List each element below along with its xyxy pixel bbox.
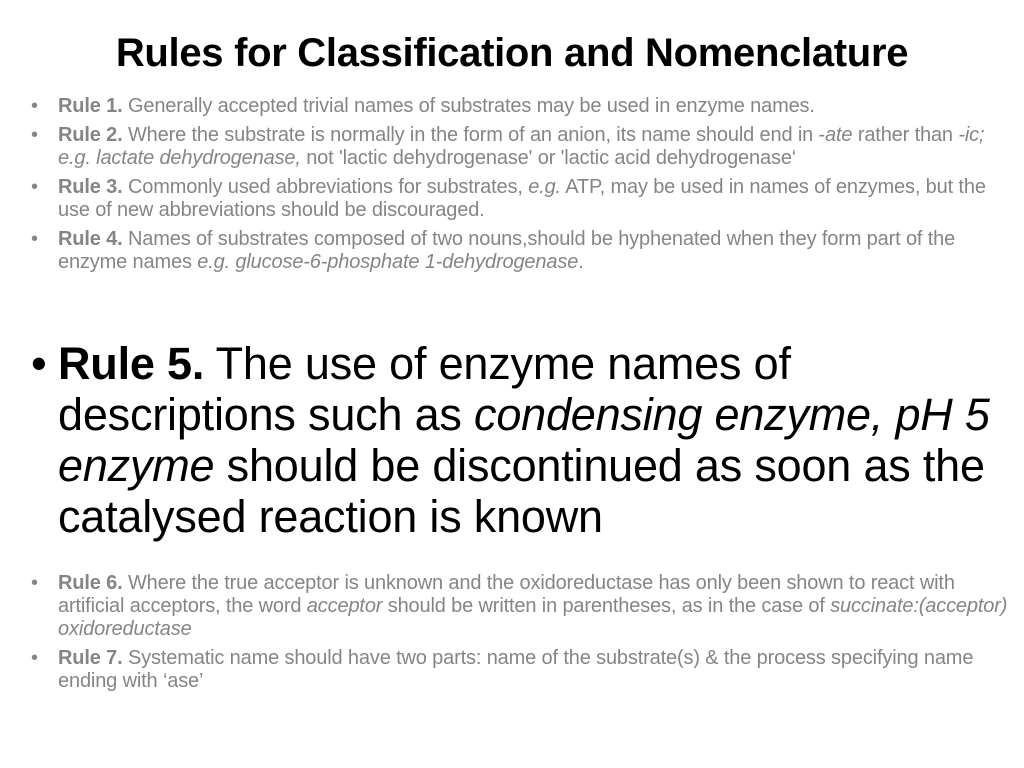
rule-3-italic-a: e.g. <box>528 176 561 198</box>
bullet-icon: • <box>31 176 38 198</box>
rule-5-text-b: should be discontinued as soon as the catalysed reaction is known <box>58 440 985 542</box>
bullet-icon: • <box>31 338 47 389</box>
rule-2-text-b: rather than <box>852 124 959 146</box>
rule-5-text-a: The use of enzyme names of descriptions such as <box>58 338 791 440</box>
bullet-icon: • <box>31 228 38 250</box>
bullet-icon: • <box>31 572 38 594</box>
rule-5-label: Rule 5. <box>58 338 205 389</box>
bullet-icon: • <box>31 124 38 146</box>
rule-4-text-b: . <box>578 251 584 273</box>
rule-5-italic-a: condensing enzyme, pH 5 enzyme <box>58 389 990 491</box>
rule-1-text: Generally accepted trivial names of substrates may be used in enzyme names. <box>122 95 815 117</box>
rule-4-label: Rule 4. <box>58 228 123 250</box>
rule-3-label: Rule 3. <box>58 176 123 198</box>
rule-2-label: Rule 2. <box>58 124 123 146</box>
rule-3-text-b: ATP, may be used in names of enzymes, but the use of new abbreviations should be discouraged. <box>58 176 986 221</box>
rule-2-italic-b: -ic; e.g. lactate dehydrogenase, <box>58 124 985 169</box>
rule-3-item <box>28 176 1012 222</box>
rule-2-item <box>28 124 1012 170</box>
rule-5-item <box>28 338 1012 542</box>
rule-6-italic-a: acceptor <box>306 595 383 617</box>
slide-title: Rules for Classification and Nomenclature <box>115 31 909 75</box>
rule-2-italic-a: ate <box>825 124 853 146</box>
rule-6-label: Rule 6. <box>58 572 123 594</box>
rules-list-highlight <box>28 338 1012 542</box>
rule-1-label: Rule 1. <box>58 95 123 117</box>
rule-6-italic-b: succinate:(acceptor) oxidoreductase <box>58 595 1008 640</box>
rule-4-item <box>28 228 1012 274</box>
rule-2-text-c: not 'lactic dehydrogenase' or 'lactic acid dehydrogenase‘ <box>300 147 797 169</box>
rule-4-italic-a: e.g. glucose-6-phosphate 1-dehydrogenase <box>197 251 579 273</box>
rule-2-text-a: Where the substrate is normally in the form of an anion, its name should end in - <box>122 124 826 146</box>
rules-list-bottom <box>28 572 1012 699</box>
rule-6-text-a: Where the true acceptor is unknown and the oxidoreductase has only been shown to react with artificial acceptors, the word <box>58 572 955 617</box>
rule-7-label: Rule 7. <box>58 647 123 669</box>
bullet-icon: • <box>31 95 38 117</box>
rule-4-text-a: Names of substrates composed of two nouns,should be hyphenated when they form part of the enzyme names <box>58 228 956 273</box>
rule-7-item <box>28 647 1012 693</box>
rule-6-text-b: should be written in parentheses, as in the case of <box>382 595 831 617</box>
bullet-icon: • <box>31 647 38 669</box>
rules-list-top <box>28 95 1012 280</box>
rule-1-item <box>28 95 1012 118</box>
rule-7-text: Systematic name should have two parts: name of the substrate(s) & the process specifying name ending with ‘ase’ <box>58 647 974 692</box>
rule-3-text-a: Commonly used abbreviations for substrates, <box>122 176 529 198</box>
rule-6-item <box>28 572 1012 641</box>
